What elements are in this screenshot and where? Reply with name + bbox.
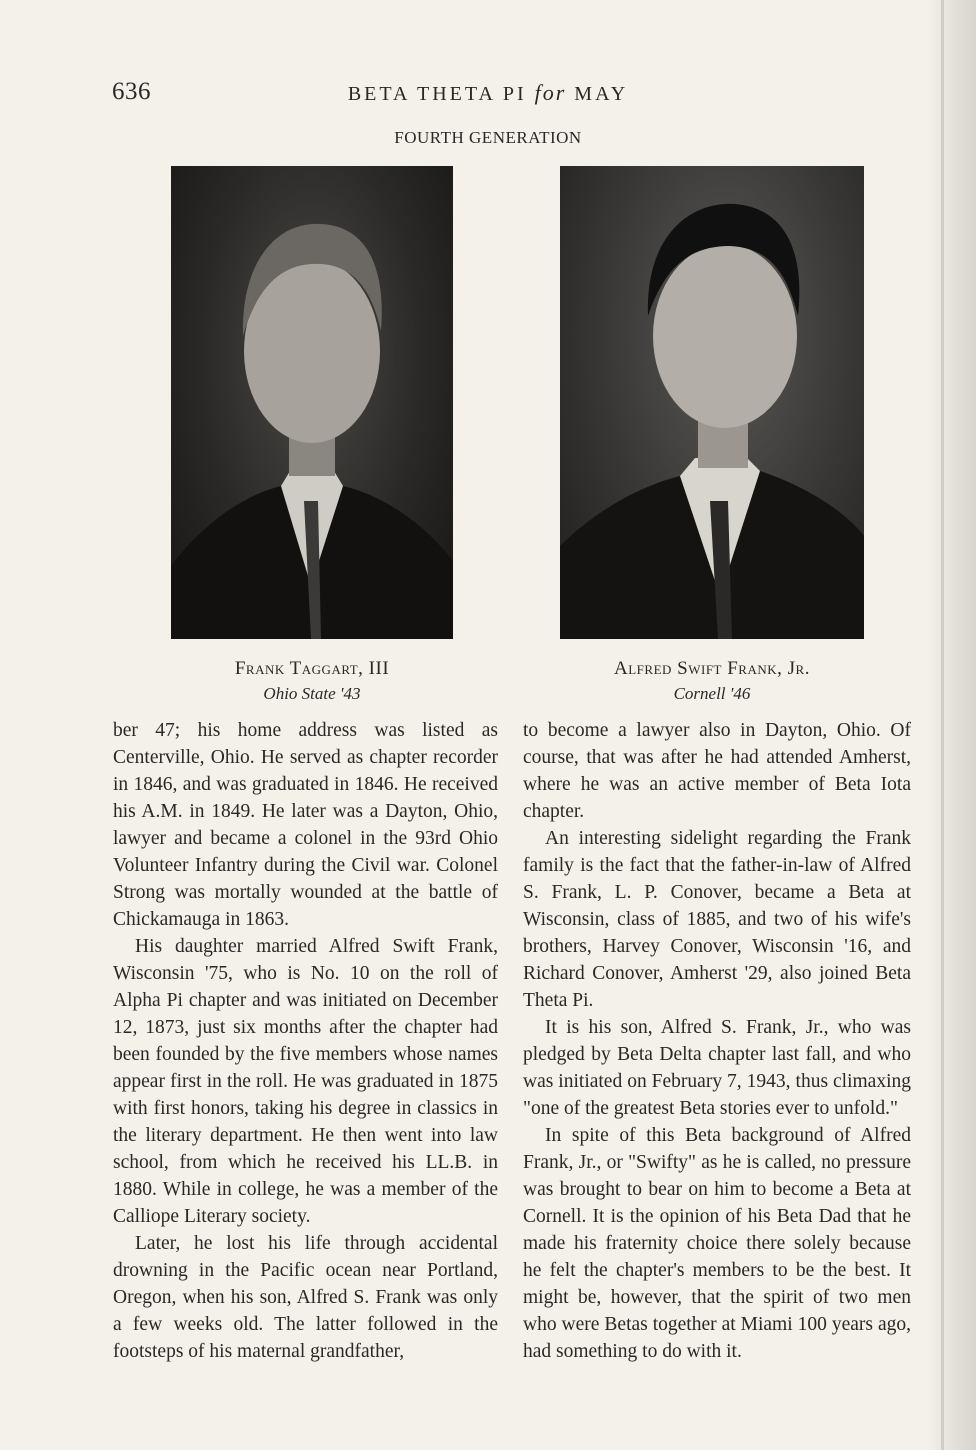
right-text-column (523, 717, 911, 1365)
caption-name: Frank Taggart, III (234, 658, 390, 679)
paragraph: His daughter married Alfred Swift Frank, Wisconsin '75, who is No. 10 on the roll of Alpha Pi chapter and was initiated on December 12, 1873, just six months after the chapter had been founded by the five members whose names appear first in the roll. He was graduated in 1875 with first honors, taking his degree in classics in the literary department. He then went into law school, from which he received his LL.B. in 1880. While in college, he was a member of the Calliope Literary society. (113, 936, 498, 1227)
section-title: FOURTH GENERATION (394, 128, 582, 147)
caption-name: Alfred Swift Frank, Jr. (614, 658, 810, 679)
caption-school: Ohio State '43 (263, 684, 361, 703)
paragraph: ber 47; his home address was listed as Centerville, Ohio. He served as chapter recorder in 1846, and was graduated in 1846. He received his A.M. in 1849. He later was a Dayton, Ohio, lawyer and became a colonel in the 93rd Ohio Volunteer Infantry during the Civil war. Colonel Strong was mortally wounded at the battle of Chickamauga in 1863. (113, 720, 498, 930)
running-head-month: MAY (574, 83, 629, 105)
portrait-photo-frank-taggart (171, 166, 453, 639)
paragraph: It is his son, Alfred S. Frank, Jr., who was pledged by Beta Delta chapter last fall, and who was initiated on February 7, 1943, thus climaxing "one of the greatest Beta stories ever to unfold." (523, 1017, 911, 1119)
page-number: 636 (112, 78, 151, 105)
paragraph: In spite of this Beta background of Alfred Frank, Jr., or "Swifty" as he is called, no pressure was brought to bear on him to become a Beta at Cornell. It is the opinion of his Beta Dad that he made his fraternity choice there solely because he felt the chapter's members to be the best. It might be, however, that the spirit of two men who were Betas together at Miami 100 years ago, had something to do with it. (523, 1125, 911, 1362)
caption-alfred-frank (560, 656, 864, 706)
paragraph: Later, he lost his life through accidental drowning in the Pacific ocean near Portland, Oregon, when his son, Alfred S. Frank was only a few weeks old. The latter followed in the footsteps of his maternal grandfather, (113, 1233, 498, 1362)
paragraph: to become a lawyer also in Dayton, Ohio. Of course, that was after he had attended Amherst, where he was an active member of Beta Iota chapter. (523, 720, 911, 822)
portrait-silhouette-icon (560, 166, 864, 639)
running-head-for: for (534, 80, 567, 105)
running-head (0, 80, 976, 106)
left-text-column (113, 717, 498, 1365)
portrait-silhouette-icon (171, 166, 453, 639)
portrait-photo-alfred-frank (560, 166, 864, 639)
caption-school: Cornell '46 (673, 684, 751, 703)
running-head-title: BETA THETA PI (347, 83, 527, 105)
caption-frank-taggart (171, 656, 453, 706)
page-edge-shadow (928, 0, 976, 1450)
paragraph: An interesting sidelight regarding the Frank family is the fact that the father-in-law of Alfred S. Frank, L. P. Conover, became a Beta at Wisconsin, class of 1885, and two of his wife's brothers, Harvey Conover, Wisconsin '16, and Richard Conover, Amherst '29, also joined Beta Theta Pi. (523, 828, 911, 1011)
